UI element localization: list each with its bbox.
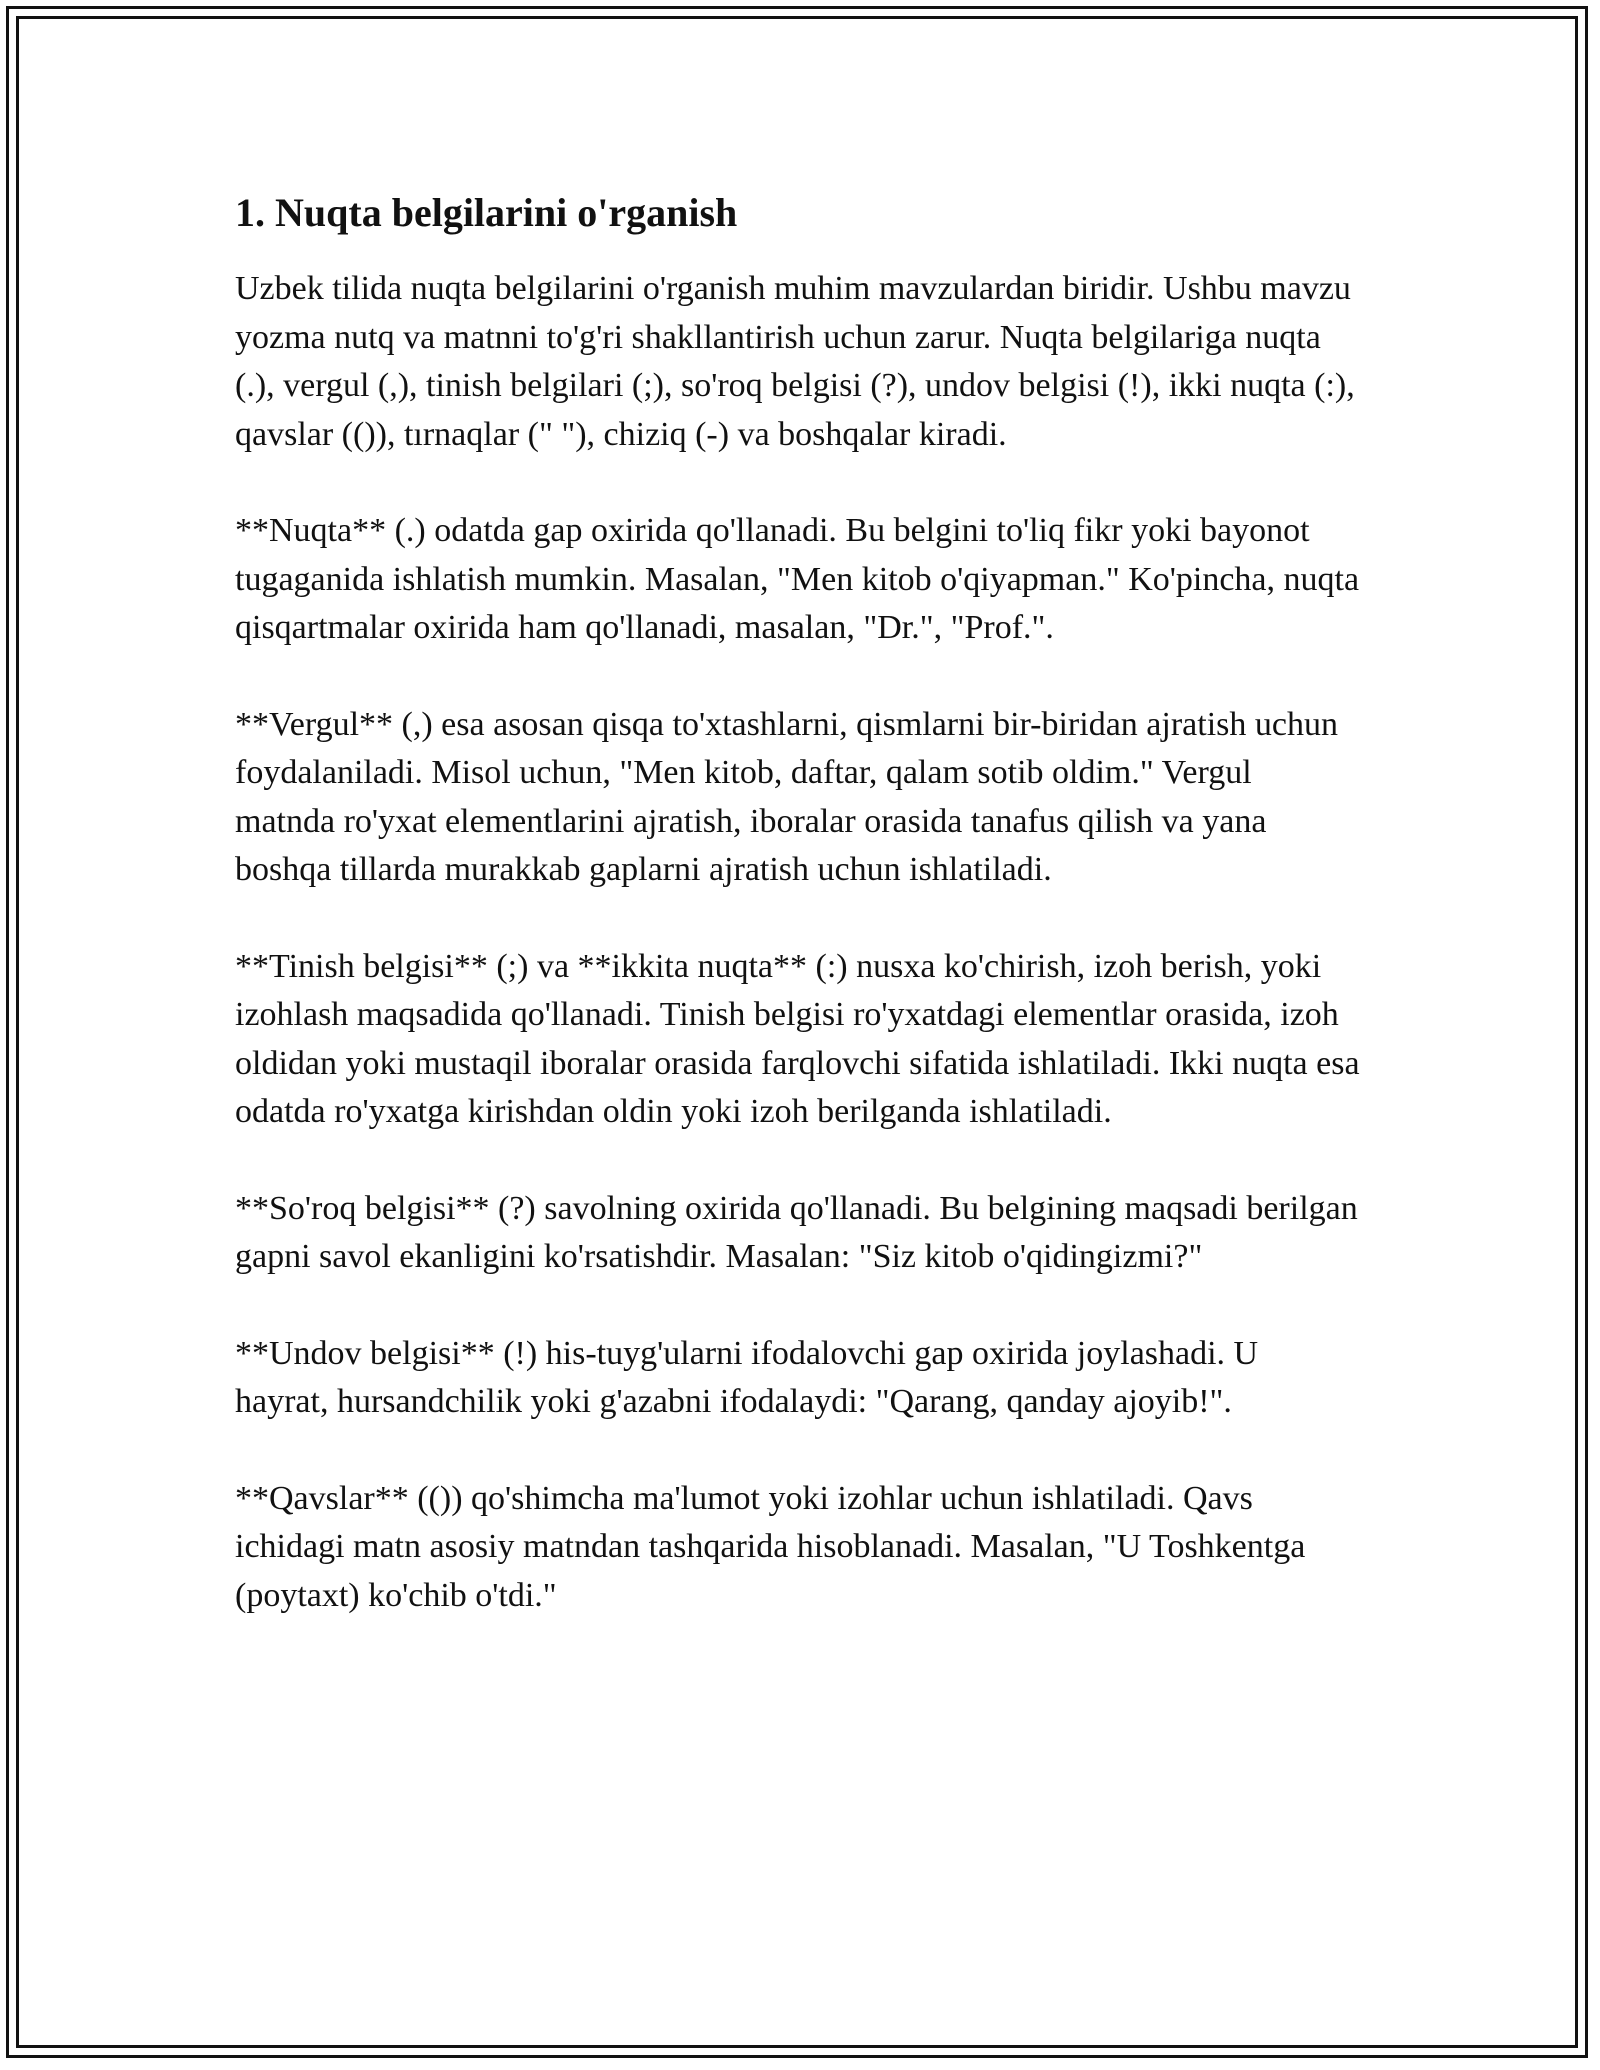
paragraph-soroq-belgisi: **So'roq belgisi** (?) savolning oxirida qo'llanadi. Bu belgining maqsadi berilgan gapni savol ekanligini ko'rsatishdir. Masalan: "Siz kitob o'qidingizmi?" [235, 1189, 1358, 1275]
paragraph-tinish-belgisi: **Tinish belgisi** (;) va **ikkita nuqta** (:) nusxa ko'chirish, izoh berish, yoki izohlash maqsadida qo'llanadi. Tinish belgisi ro'yxatdagi elementlar orasida, izoh oldidan yoki mustaqil iboralar orasida farqlovchi sifatida ishlatiladi. Ikki nuqta esa odatda ro'yxatga kirishdan oldin yoki izoh berilganda ishlatiladi. [235, 947, 1360, 1130]
document-title: 1. Nuqta belgilarini o'rganish [235, 190, 738, 235]
paragraph-qavslar: **Qavslar** (()) qo'shimcha ma'lumot yoki izohlar uchun ishlatiladi. Qavs ichidagi matn asosiy matndan tashqarida hisoblanadi. Masalan, "U Toshkentga (poytaxt) ko'chib o'tdi." [235, 1479, 1306, 1614]
paragraph-vergul: **Vergul** (,) esa asosan qisqa to'xtashlarni, qismlarni bir-biridan ajratish uchun foydalaniladi. Misol uchun, "Men kitob, daftar, qalam sotib oldim." Vergul matnda ro'yxat elementlarini ajratish, iboralar orasida tanafus qilish va yana boshqa tillarda murakkab gaplarni ajratish uchun ishlatiladi. [235, 705, 1338, 888]
document-body [235, 185, 1360, 1668]
paragraph-intro: Uzbek tilida nuqta belgilarini o'rganish muhim mavzulardan biridir. Ushbu mavzu yozma nutq va matnni to'g'ri shakllantirish uchun zarur. Nuqta belgilariga nuqta (.), vergul (,), tinish belgilari (;), so'roq belgisi (?), undov belgisi (!), ikki nuqta (:), qavslar (()), tırnaqlar (" "), chiziq (-) va boshqalar kiradi. [235, 270, 1355, 453]
paragraph-undov-belgisi: **Undov belgisi** (!) his-tuyg'ularni ifodalovchi gap oxirida joylashadi. U hayrat, hursandchilik yoki g'azabni ifodalaydi: "Qarang, qanday ajoyib!". [235, 1334, 1259, 1420]
paragraph-nuqta: **Nuqta** (.) odatda gap oxirida qo'llanadi. Bu belgini to'liq fikr yoki bayonot tugaganida ishlatish mumkin. Masalan, "Men kitob o'qiyapman." Ko'pincha, nuqta qisqartmalar oxirida ham qo'llanadi, masalan, "Dr.", "Prof.". [235, 512, 1360, 646]
